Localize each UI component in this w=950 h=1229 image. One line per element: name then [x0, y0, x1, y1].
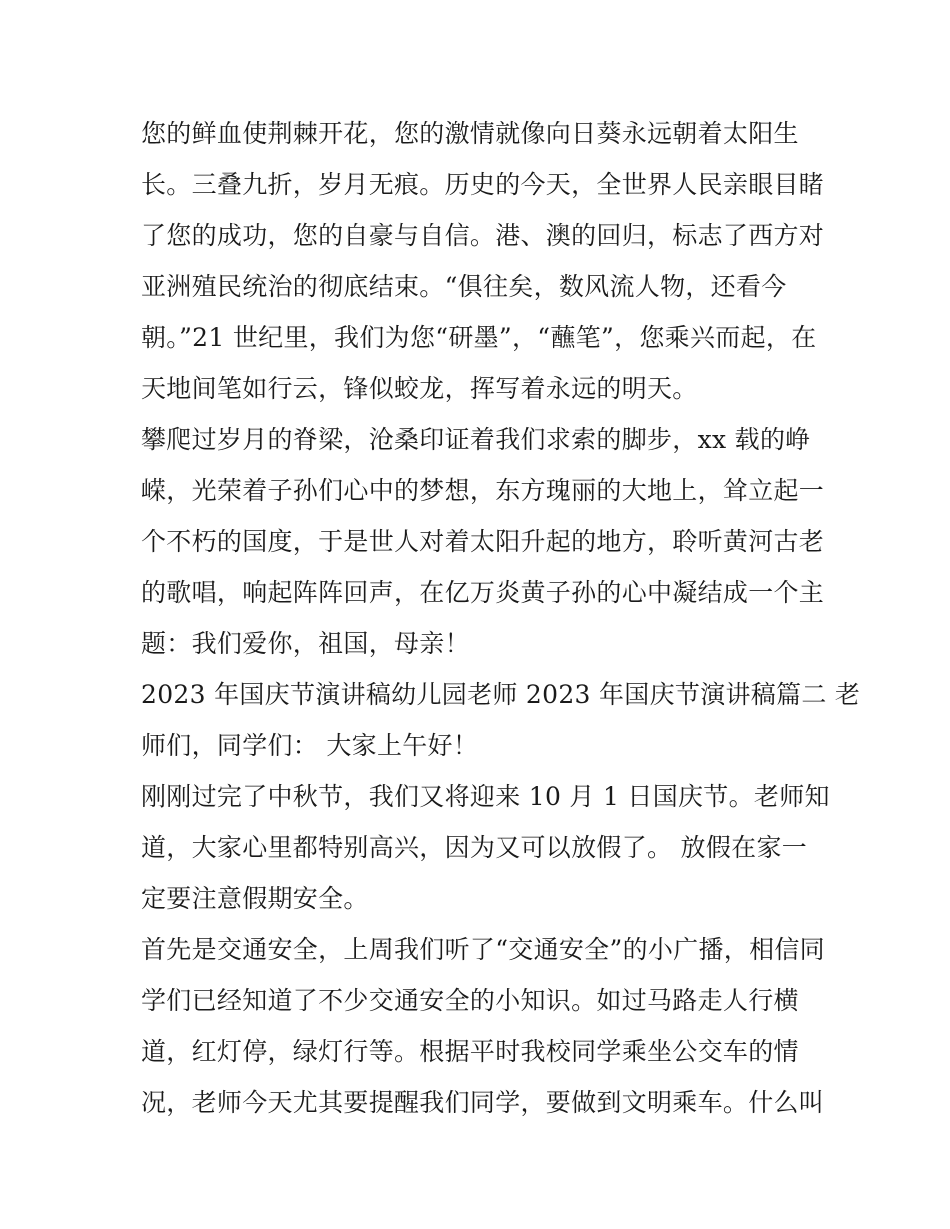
text-line: 长。三叠九折，岁月无痕。历史的今天，全世界人民亲眼目睹	[141, 170, 825, 199]
text-line: 学们已经知道了不少交通安全的小知识。如过马路走人行横	[141, 986, 799, 1015]
text-line: 道，红灯停，绿灯行等。根据平时我校同学乘坐公交车的情	[141, 1037, 799, 1066]
text-line: 题：我们爱你，祖国，母亲！	[141, 629, 470, 658]
text-line: 个不朽的国度，于是世人对着太阳升起的地方，聆听黄河古老	[141, 527, 825, 556]
text-line: 您的鲜血使荆棘开花，您的激情就像向日葵永远朝着太阳生	[141, 119, 799, 148]
text-line: 亚洲殖民统治的彻底结束。“俱往矣，数风流人物，还看今	[141, 272, 787, 301]
text-line: 师们，同学们： 大家上午好！	[141, 731, 479, 760]
text-line: 2023 年国庆节演讲稿幼儿园老师 2023 年国庆节演讲稿篇二 老	[141, 680, 861, 709]
text-line: 了您的成功，您的自豪与自信。港、澳的回归，标志了西方对	[141, 221, 825, 250]
text-line: 攀爬过岁月的脊梁，沧桑印证着我们求索的脚步，xx 载的峥	[141, 425, 811, 454]
text-line: 朝。”21 世纪里，我们为您“研墨”，“蘸笔”，您乘兴而起，在	[141, 323, 817, 352]
text-line: 嵘，光荣着子孙们心中的梦想，东方瑰丽的大地上，耸立起一	[141, 476, 825, 505]
text-line: 况，老师今天尤其要提醒我们同学，要做到文明乘车。什么叫	[141, 1088, 825, 1117]
text-line: 天地间笔如行云，锋似蛟龙，挥写着永远的明天。	[141, 374, 698, 403]
text-line: 定要注意假期安全。	[141, 884, 369, 913]
text-line: 的歌唱，响起阵阵回声，在亿万炎黄子孙的心中凝结成一个主	[141, 578, 825, 607]
document-body	[141, 108, 861, 1128]
text-line: 首先是交通安全，上周我们听了“交通安全”的小广播，相信同	[141, 935, 825, 964]
text-line: 道，大家心里都特别高兴，因为又可以放假了。 放假在家一	[141, 833, 808, 862]
text-line: 刚刚过完了中秋节，我们又将迎来 10 月 1 日国庆节。老师知	[141, 782, 830, 811]
